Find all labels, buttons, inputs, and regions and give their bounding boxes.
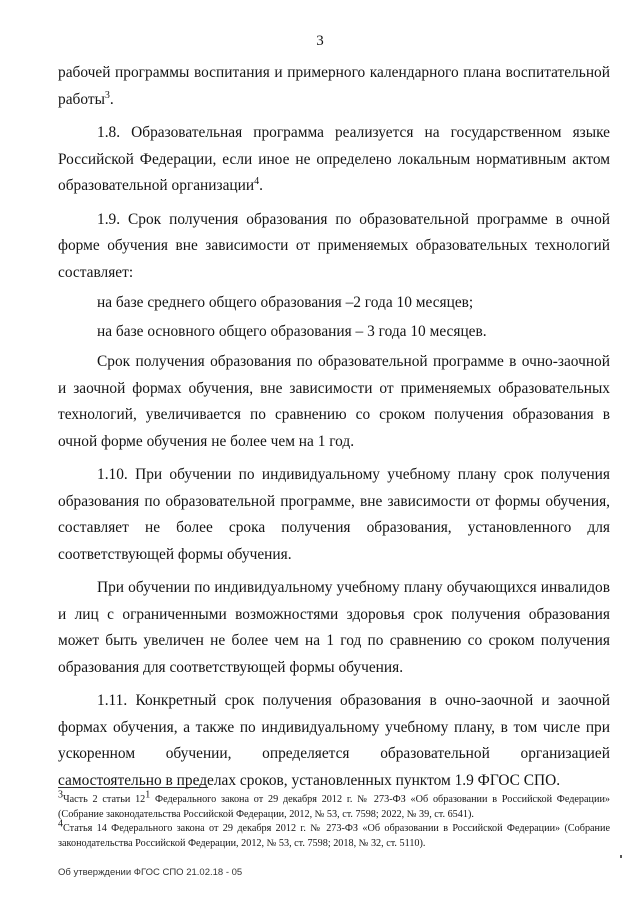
footnotes — [58, 789, 610, 851]
paragraph-1-8: 1.8. Образовательная программа реализуется на государственном языке Российской Федерации, если иное не определено локальным нормативным актом образовательной организации$^4$. — [58, 124, 610, 194]
scan-speck — [620, 855, 622, 858]
paragraph-part-time-term: Срок получения образования по образовательной программе в очно-заочной и заочной формах обучения, вне зависимости от применяемых образовательных технологий, увеличивается по сравнению со сроком получения образования в очной форме обучения не более чем на 1 год. — [58, 353, 610, 450]
list-item-secondary-education: на базе среднего общего образования –2 года 10 месяцев; — [97, 294, 474, 311]
paragraph-continuation: рабочей программы воспитания и примерного календарного плана воспитательной работы$^3$. — [58, 64, 610, 108]
document-body — [58, 60, 610, 794]
footnote-3: $^3$Часть 2 статьи $12^1$ Федерального закона от 29 декабря 2012 г. № 273-ФЗ «Об образовании в Российской Федерации» (Собрание законодательства Российской Федерации, 2012, № 53, ст. 7598; 2022, № 39, ст. 6541). — [58, 789, 610, 820]
paragraph-disabled-students: При обучении по индивидуальному учебному плану обучающихся инвалидов и лиц с ограниченными возможностями здоровья срок получения образования может быть увеличен не более чем на 1 год по сравнению со сроком получения образования для соответствующей формы обучения. — [58, 579, 610, 676]
page-number: 3 — [316, 33, 324, 49]
footnote-separator — [58, 787, 208, 788]
paragraph-1-10: 1.10. При обучении по индивидуальному учебному плану срок получения образования по образовательной программе, вне зависимости от формы обучения, составляет не более срока получения образования, установленного для соответствующей формы обучения. — [58, 466, 610, 563]
paragraph-1-9: 1.9. Срок получения образования по образовательной программе в очной форме обучения вне зависимости от применяемых образовательных технологий составляет: — [58, 210, 610, 281]
paragraph-1-11: 1.11. Конкретный срок получения образования в очно-заочной и заочной формах обучения, а также по индивидуальному учебному плану, в том числе при ускоренном обучении, определяется образовательной организацией самостоятельно в пределах сроков, установленных пунктом 1.9 ФГОС СПО. — [58, 692, 610, 789]
footnote-ref-3: 3 — [104, 89, 110, 101]
footnote-4: $^4$Статья 14 Федерального закона от 29 декабря 2012 г. № 273-ФЗ «Об образовании в Российской Федерации» (Собрание законодательства Российской Федерации, 2012, № 53, ст. 7598; 2018, № 32, ст. 5110). — [58, 818, 610, 849]
footnote-ref-4: 4 — [254, 175, 260, 187]
list-item-basic-education: на базе основного общего образования – 3 года 10 месяцев. — [97, 322, 487, 340]
page-footer: Об утверждении ФГОС СПО 21.02.18 - 05 — [58, 867, 243, 878]
